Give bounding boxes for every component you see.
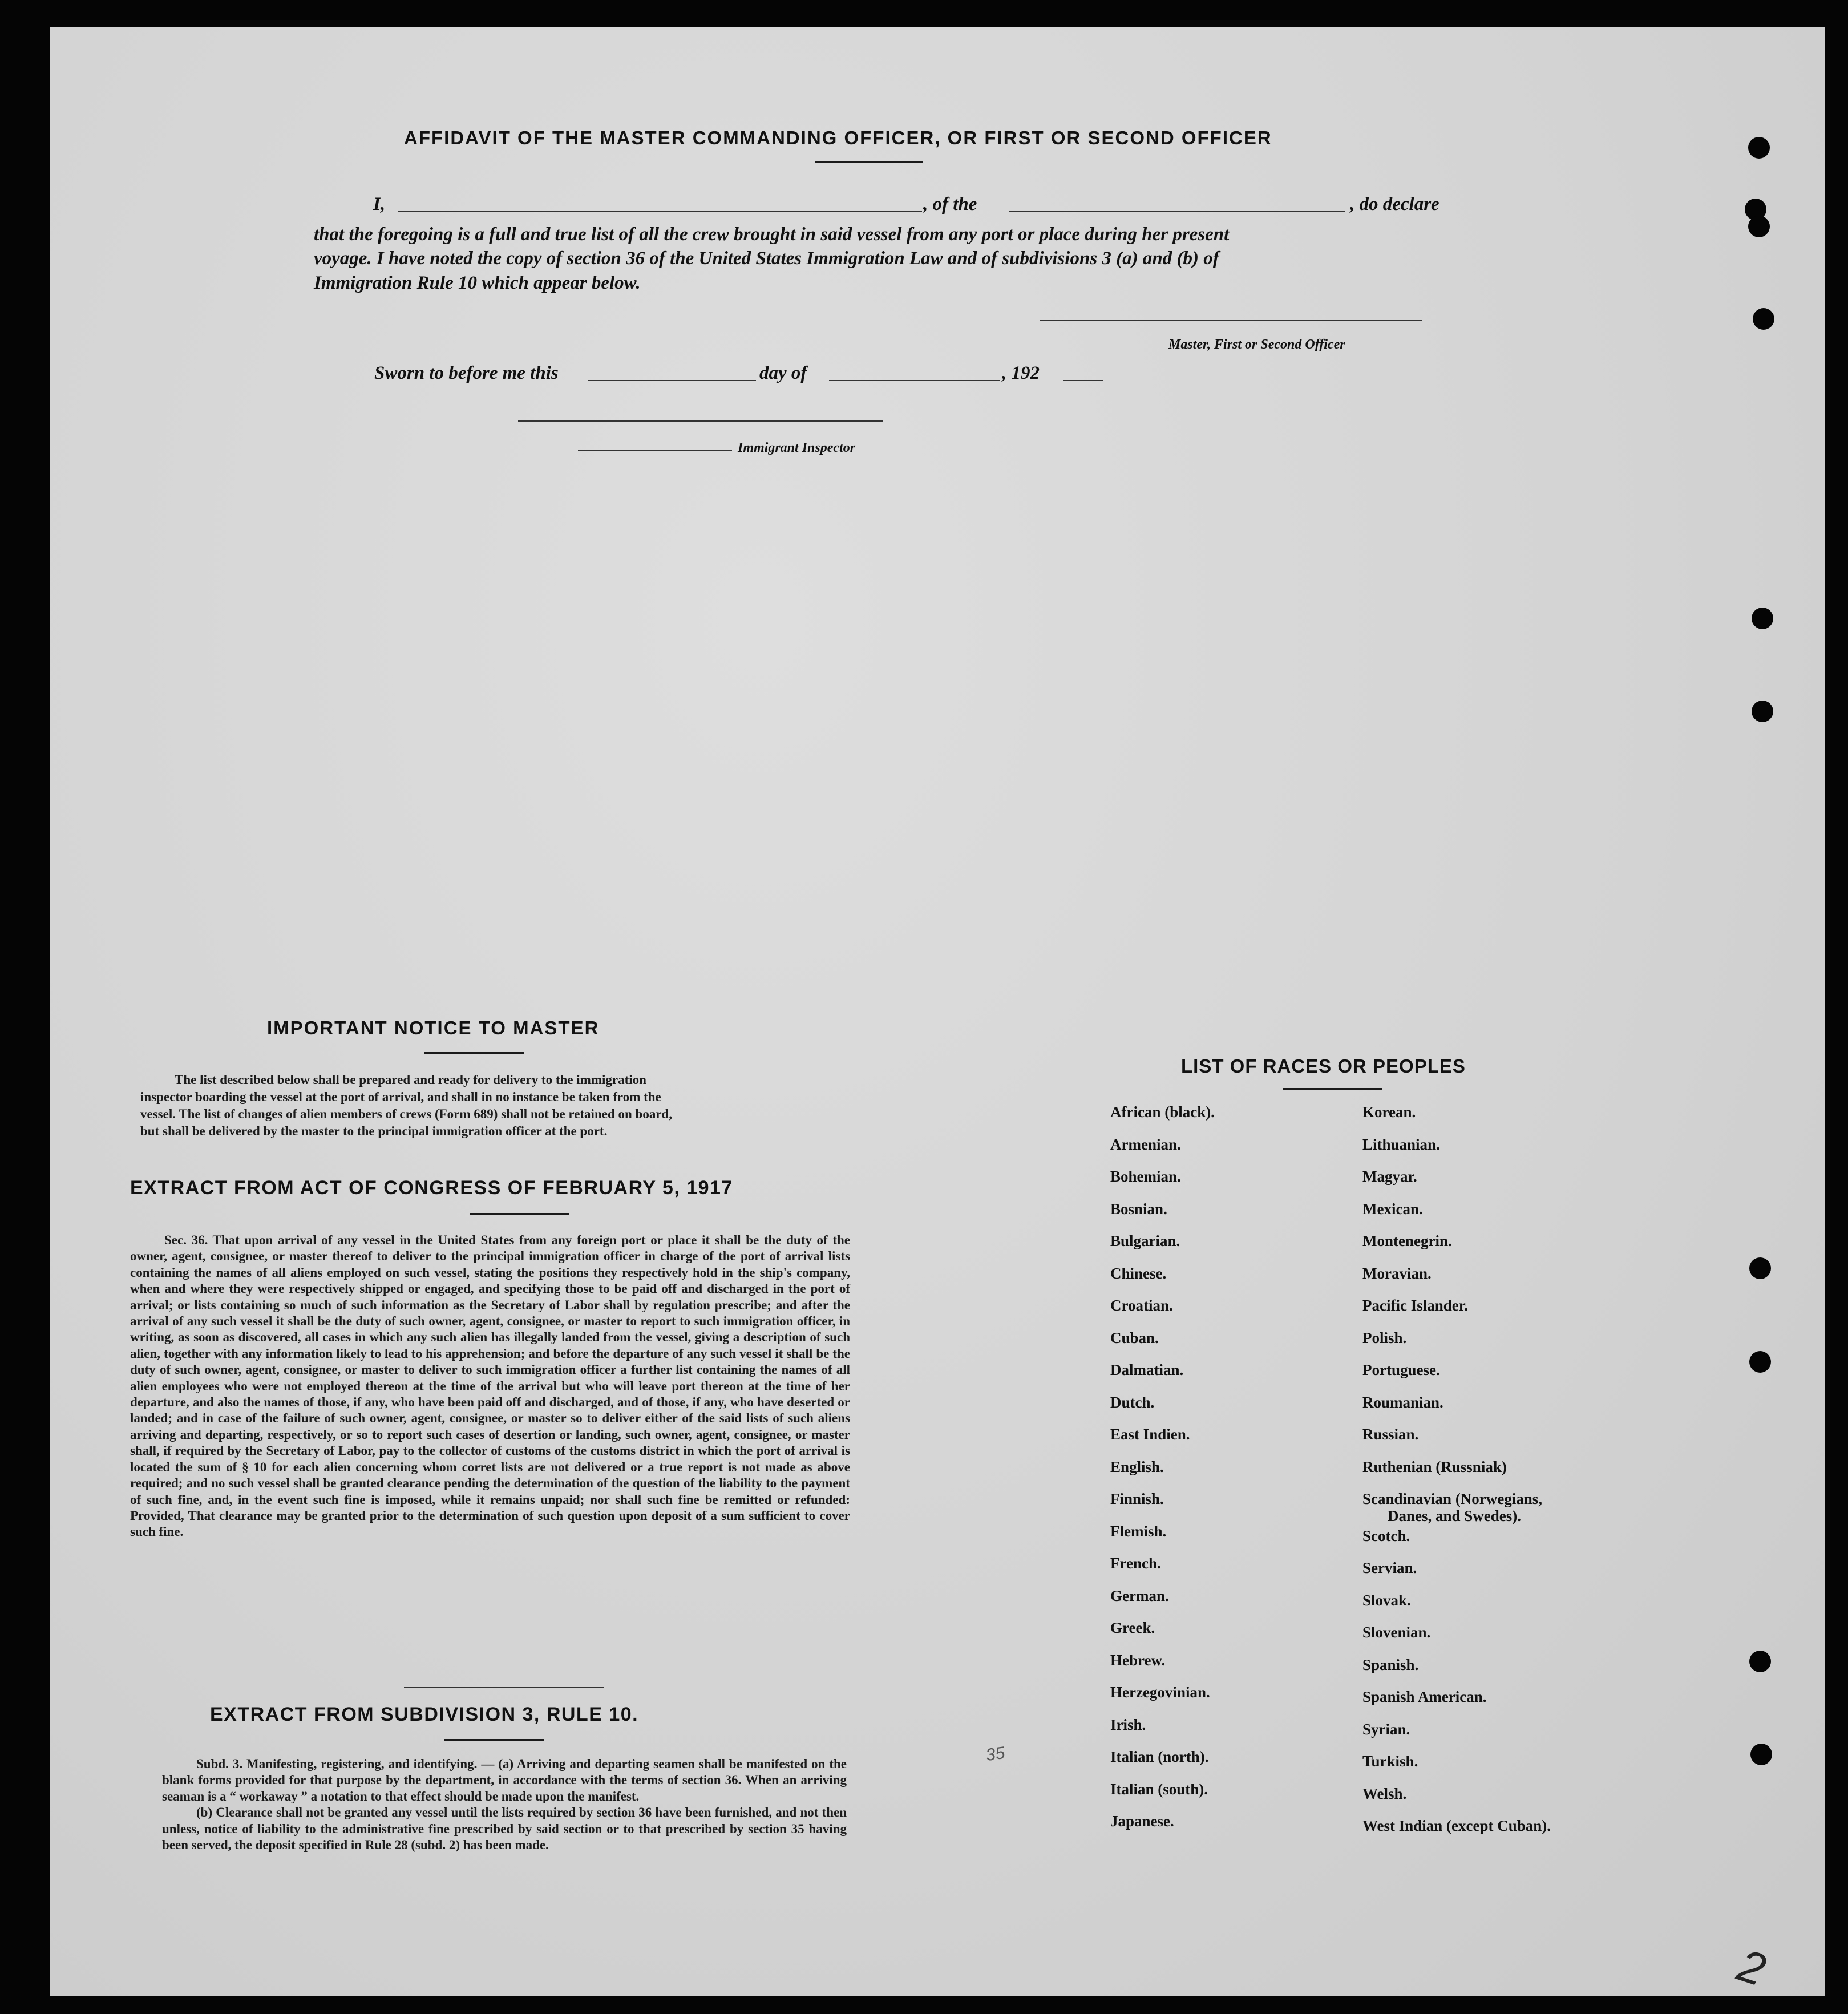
sworn-label: Sworn to before me this xyxy=(374,363,559,383)
race-item: Bosnian. xyxy=(1110,1200,1167,1218)
master-signature-line xyxy=(1040,320,1422,321)
affidavit-line1-do-declare: , do declare xyxy=(1350,194,1439,215)
race-item: Servian. xyxy=(1362,1559,1417,1576)
race-item: African (black). xyxy=(1110,1103,1215,1121)
name-blank xyxy=(398,211,922,212)
race-item: Moravian. xyxy=(1362,1265,1432,1282)
race-item: Italian (south). xyxy=(1110,1781,1208,1798)
notice-title: IMPORTANT NOTICE TO MASTER xyxy=(267,1017,600,1038)
race-item: English. xyxy=(1110,1458,1164,1475)
binder-hole xyxy=(1749,1651,1771,1672)
day-of-label: day of xyxy=(759,363,807,383)
race-item: Mexican. xyxy=(1362,1200,1423,1218)
race-item: Turkish. xyxy=(1362,1753,1418,1770)
race-item: Portuguese. xyxy=(1362,1361,1440,1378)
rule-extract-para-b: (b) Clearance shall not be granted any vessel until the lists required by section 36 have been furnished, and not then unless, notice of liability to the administrative fine prescribed by said section or to that prescribed by section 35 having been served, the deposit specified in Rule 28 (subd. 2) has been made. xyxy=(162,1805,847,1853)
race-item: Syrian. xyxy=(1362,1721,1410,1738)
race-item: Montenegrin. xyxy=(1362,1232,1452,1249)
notice-line-3: vessel. The list of changes of alien members of crews (Form 689) shall not be retained on board, xyxy=(140,1107,673,1121)
affidavit-line1-i: I, xyxy=(373,194,386,215)
races-title-rule xyxy=(1283,1088,1382,1090)
act-extract-paragraph: Sec. 36. That upon arrival of any vessel in the United States from any foreign port or place it shall be the duty of the owner, agent, consignee, or master thereof to deliver to the principal immigration officer in charge of the port of arrival lists containing the names of all aliens employed on such vessel, stating the positions they respectively hold in the ship's company, when and where they were respectively shipped or engaged, and specifying those to be paid off and discharged in the port of arrival; or lists containing so much of such information as the Secretary of Labor shall by regulation prescribe; and after the arrival of any such vessel it shall be the duty of such owner, agent, consignee, or master to report to such immigration officer, in writing, as soon as discovered, all cases in which any such alien has illegally landed from the vessel, giving a description of such alien, together with any information likely to lead to his apprehension; and before the departure of any such vessel it shall be the duty of such owner, agent, consignee, or master to deliver to such immigration officer a further list containing the names of all alien employees who were not employed thereon at the time of the arrival but who will leave port thereon at the time of her departure, and also the names of those, if any, who have been paid off and discharged, and of those, if any, who have deserted or landed; and in case of the failure of such owner, agent, consignee, or master so to deliver either of the said lists of such aliens arriving and departing, respectively, or so to report such cases of desertion or landing, such owner, agent, consignee, or master shall, if required by the Secretary of Labor, pay to the collector of customs of the customs district in which the port of arrival is located the sum of § 10 for each alien concerning whom corret lists are not delivered or a true report is not made as above required; and no such vessel shall be granted clearance pending the determination of the question of the liability to the payment of such fine, and, in the event such fine is imposed, while it remains unpaid; nor shall such fine be remitted or refunded: Provided, That clearance may be granted prior to the determination of such question upon deposit of a sum sufficient to cover such fine. xyxy=(130,1233,850,1539)
race-item: Polish. xyxy=(1362,1329,1407,1346)
race-item: Roumanian. xyxy=(1362,1394,1443,1411)
notice-line-4: but shall be delivered by the master to the principal immigration officer at the port. xyxy=(140,1124,608,1138)
race-item: Danes, and Swedes). xyxy=(1388,1507,1522,1524)
race-item: Chinese. xyxy=(1110,1265,1167,1282)
rule-extract-title-rule xyxy=(444,1739,544,1741)
affidavit-body-line4: Immigration Rule 10 which appear below. xyxy=(314,273,641,293)
race-item: Spanish. xyxy=(1362,1656,1419,1673)
year-label: , 192 xyxy=(1002,363,1040,383)
race-item: Ruthenian (Russniak) xyxy=(1362,1458,1507,1475)
race-item: Armenian. xyxy=(1110,1136,1181,1153)
race-item: Russian. xyxy=(1362,1426,1419,1443)
race-item: Herzegovinian. xyxy=(1110,1684,1210,1701)
affidavit-line1-of-the: , of the xyxy=(923,194,977,215)
binder-hole xyxy=(1748,137,1770,159)
rule-extract-text xyxy=(162,1756,847,1853)
binder-hole xyxy=(1748,216,1770,237)
race-item: Bulgarian. xyxy=(1110,1232,1180,1249)
race-item: Finnish. xyxy=(1110,1490,1164,1507)
race-item: Dutch. xyxy=(1110,1394,1155,1411)
race-item: Bohemian. xyxy=(1110,1168,1181,1185)
master-signature-caption: Master, First or Second Officer xyxy=(1168,337,1345,352)
race-item: Flemish. xyxy=(1110,1523,1167,1540)
binder-hole xyxy=(1752,701,1773,722)
race-item: Cuban. xyxy=(1110,1329,1159,1346)
act-extract-end-rule xyxy=(404,1687,604,1688)
race-item: East Indien. xyxy=(1110,1426,1190,1443)
notice-title-rule xyxy=(424,1052,524,1054)
act-extract-title-rule xyxy=(470,1213,569,1215)
inspector-caption: Immigrant Inspector xyxy=(738,440,856,455)
race-item: Spanish American. xyxy=(1362,1688,1487,1705)
race-item: Magyar. xyxy=(1362,1168,1417,1185)
race-item: Slovenian. xyxy=(1362,1624,1431,1641)
race-item: Korean. xyxy=(1362,1103,1416,1121)
margin-mark: 35 xyxy=(984,1743,1006,1765)
races-title: LIST OF RACES OR PEOPLES xyxy=(1181,1055,1466,1077)
race-item: Italian (north). xyxy=(1110,1748,1209,1765)
act-extract-text xyxy=(130,1232,850,1540)
notice-line-1: The list described below shall be prepared and ready for delivery to the immigration xyxy=(175,1073,646,1087)
sworn-year-blank xyxy=(1063,380,1103,381)
vessel-blank xyxy=(1009,211,1345,212)
affidavit-body-line3: voyage. I have noted the copy of section 36 of the United States Immigration Law and of subdivisions 3 (a) and (b) of xyxy=(314,248,1219,269)
race-item: Greek. xyxy=(1110,1619,1155,1636)
rule-extract-para-a: Subd. 3. Manifesting, registering, and identifying. — (a) Arriving and departing seamen shall be manifested on the blank forms provided for that purpose by the department, in accordance with the terms of section 36. When an arriving seaman is a “ workaway ” a notation to that effect should be made upon the manifest. xyxy=(162,1757,847,1803)
notice-text xyxy=(140,1071,848,1140)
inspector-signature-line xyxy=(518,420,883,422)
binder-hole xyxy=(1750,1744,1772,1765)
binder-hole xyxy=(1752,608,1773,629)
binder-hole xyxy=(1749,1257,1771,1279)
document-page xyxy=(50,27,1825,1996)
affidavit-body-line2: that the foregoing is a full and true list of all the crew brought in said vessel from any port or place during her present xyxy=(314,224,1230,245)
race-item: Scandinavian (Norwegians, xyxy=(1362,1490,1543,1507)
race-item: Hebrew. xyxy=(1110,1652,1166,1669)
race-item: Dalmatian. xyxy=(1110,1361,1184,1378)
race-item: Welsh. xyxy=(1362,1785,1407,1802)
notice-line-2: inspector boarding the vessel at the port of arrival, and shall in no instance be taken from the xyxy=(140,1090,661,1104)
sworn-day-blank xyxy=(588,380,756,381)
binder-hole xyxy=(1749,1351,1771,1373)
race-item: West Indian (except Cuban). xyxy=(1362,1817,1551,1834)
race-item: Pacific Islander. xyxy=(1362,1297,1468,1314)
race-item: Scotch. xyxy=(1362,1527,1410,1544)
race-item: Lithuanian. xyxy=(1362,1136,1440,1153)
inspector-short-line xyxy=(578,450,732,451)
race-item: Croatian. xyxy=(1110,1297,1173,1314)
affidavit-title: AFFIDAVIT OF THE MASTER COMMANDING OFFICER, OR FIRST OR SECOND OFFICER xyxy=(404,127,1272,148)
race-item: Irish. xyxy=(1110,1716,1146,1733)
act-extract-title: EXTRACT FROM ACT OF CONGRESS OF FEBRUARY 5, 1917 xyxy=(130,1177,733,1199)
rule-extract-title: EXTRACT FROM SUBDIVISION 3, RULE 10. xyxy=(210,1704,639,1725)
race-item: Slovak. xyxy=(1362,1592,1411,1609)
sworn-month-blank xyxy=(829,380,1000,381)
race-item: French. xyxy=(1110,1555,1161,1572)
race-item: German. xyxy=(1110,1587,1169,1604)
affidavit-title-rule xyxy=(815,161,923,163)
race-item: Japanese. xyxy=(1110,1813,1174,1830)
corner-mark: 2 xyxy=(1732,1939,1772,1996)
binder-hole xyxy=(1753,308,1774,330)
